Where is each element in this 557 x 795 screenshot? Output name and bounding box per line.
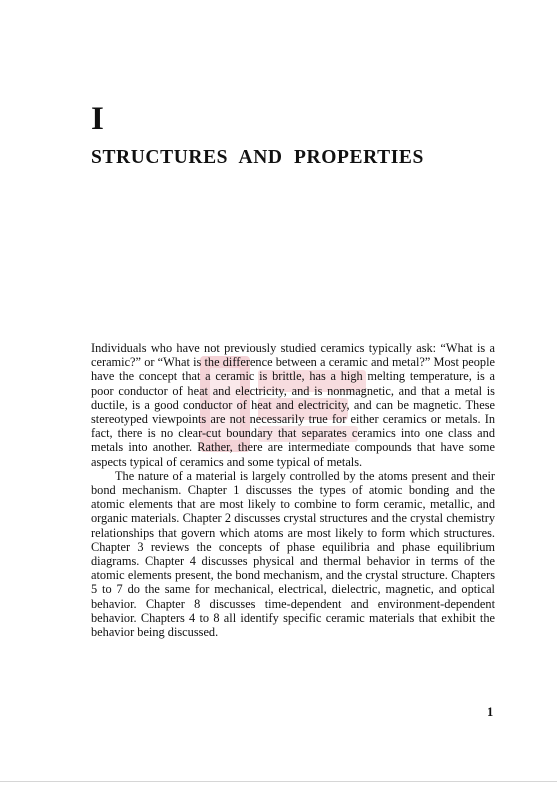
bottom-divider: [0, 781, 557, 782]
body-paragraph-1: Individuals who have not previously studied ceramics typically ask: “What is a ceramic?” or “What is the difference between a ceramic and metal?” Most people have the concept that a ceramic is brittle, has a high melting temperature, is a poor conductor of heat and electricity, and is nonmagnetic, and that a metal is ductile, is a good conductor of heat and electricity, and can be magnetic. These stereotyped viewpoints are not necessarily true for either ceramics or metals. In fact, there is no clear-cut boundary that separates ceramics into one class and metals into another. Rather, there are intermediate compounds that have some aspects typical of ceramics and some typical of metals.: [91, 341, 495, 469]
part-number: I: [91, 101, 104, 137]
part-title: STRUCTURES AND PROPERTIES: [91, 147, 424, 168]
page-number: 1: [487, 705, 494, 719]
body-paragraph-2: The nature of a material is largely controlled by the atoms present and their bond mechanism. Chapter 1 discusses the types of atomic bonding and the atomic elements that are most likely to combine to form ceramic, metallic, and organic materials. Chapter 2 discusses crystal structures and the crystal chemistry relationships that govern which atoms are most likely to form which structures. Chapter 3 reviews the concepts of phase equilibria and phase equilibrium diagrams. Chapter 4 discusses physical and thermal behavior in terms of the atomic elements present, the bond mechanism, and the crystal structure. Chapters 5 to 7 do the same for mechanical, electrical, dielectric, magnetic, and optical behavior. Chapter 8 discusses time-dependent and environment-dependent behavior. Chapters 4 to 8 all identify specific ceramic materials that exhibit the behavior being discussed.: [91, 468, 495, 640]
body-text: [91, 341, 495, 639]
